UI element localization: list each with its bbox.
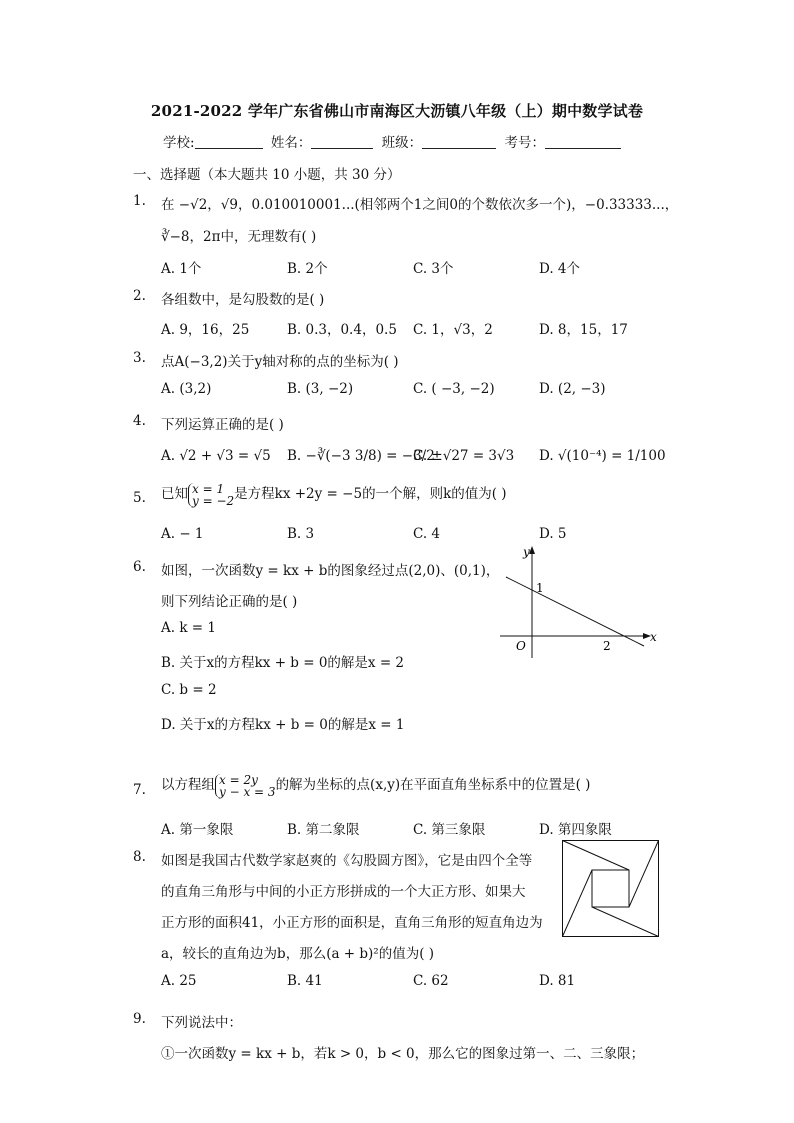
- section-heading: 一、选择题（本大题共 10 小题，共 30 分）: [133, 167, 401, 183]
- q7-sys-line2: y − x = 3: [219, 784, 276, 799]
- q7-sys-line1: x = 2y: [219, 772, 258, 787]
- x-axis-label: x: [650, 630, 657, 644]
- q8-zhao-shuang-diagram: [562, 840, 660, 938]
- school-blank[interactable]: [195, 134, 263, 149]
- number-label: 考号：: [504, 135, 545, 151]
- q6-option-d[interactable]: D. 关于x的方程kx + b = 0的解是x = 1: [161, 717, 405, 733]
- q8-option-a[interactable]: A. 25: [161, 973, 197, 989]
- q4-option-b[interactable]: B. −∛(−3 3/8) = −3/2: [287, 448, 435, 464]
- q9-number: 9.: [133, 1011, 146, 1027]
- q6-option-a[interactable]: A. k = 1: [161, 620, 216, 636]
- triangle-edge-1: [563, 841, 630, 871]
- q2-option-d[interactable]: D. 8，15，17: [539, 322, 628, 338]
- q7-stem-post: 的解为坐标的点(x,y)在平面直角坐标系中的位置是( ): [275, 777, 591, 793]
- q6-option-c[interactable]: C. b = 2: [161, 682, 217, 698]
- q4-option-d[interactable]: D. √(10⁻⁴) = 1/100: [539, 448, 666, 464]
- q3-option-b[interactable]: B. (3, −2): [287, 381, 354, 397]
- y-axis-label: y: [523, 545, 530, 559]
- school-label: 学校:: [163, 135, 195, 151]
- q8-stem-line2: 的直角三角形与中间的小正方形拼成的一个大正方形、如果大: [161, 884, 526, 900]
- q3-option-c[interactable]: C. ( −3, −2): [413, 381, 495, 397]
- q8-option-d[interactable]: D. 81: [539, 973, 576, 989]
- q2-stem: 各组数中，是勾股数的是( ): [161, 292, 325, 308]
- q4-stem: 下列运算正确的是( ): [161, 417, 284, 433]
- outer-square: [563, 841, 659, 937]
- q7-option-d[interactable]: D. 第四象限: [539, 822, 612, 838]
- q8-stem-line1: 如图是我国古代数学家赵爽的《勾股圆方图》，它是由四个全等: [161, 853, 533, 869]
- class-label: 班级：: [381, 135, 423, 151]
- q4-number: 4.: [133, 413, 146, 429]
- q5-number: 5.: [133, 490, 146, 506]
- q5-stem: [161, 482, 507, 507]
- number-blank[interactable]: [545, 134, 621, 149]
- q5-stem-post: 是方程kx +2y = −5的一个解，则k的值为( ): [234, 486, 507, 502]
- q5-option-a[interactable]: A. − 1: [161, 526, 204, 542]
- q7-number: 7.: [133, 782, 146, 798]
- q6-option-b[interactable]: B. 关于x的方程kx + b = 0的解是x = 2: [161, 655, 405, 671]
- name-label: 姓名：: [270, 135, 312, 151]
- q1-option-b[interactable]: B. 2个: [287, 261, 328, 277]
- q7-option-c[interactable]: C. 第三象限: [413, 822, 486, 838]
- q9-item-1: ①一次函数y = kx + b，若k > 0，b < 0，那么它的图象过第一、二、三象限；: [161, 1046, 645, 1062]
- q2-option-b[interactable]: B. 0.3，0.4，0.5: [287, 322, 397, 338]
- q5-sys-line1: x = 1: [192, 481, 225, 496]
- q1-stem-line2: ∛−8，2π中，无理数有( ): [161, 229, 317, 245]
- q5-option-c[interactable]: C. 4: [413, 526, 441, 542]
- q7-stem-pre: 以方程组: [161, 777, 215, 793]
- q6-number: 6.: [133, 559, 146, 575]
- name-blank[interactable]: [311, 134, 373, 149]
- q6-function-graph: [496, 540, 666, 662]
- q6-stem-line2: 则下列结论正确的是( ): [161, 594, 298, 610]
- y-axis-arrow-icon: [529, 546, 535, 554]
- y-intercept-label: 1: [536, 581, 544, 595]
- class-blank[interactable]: [422, 134, 496, 149]
- q3-option-d[interactable]: D. (2, −3): [539, 381, 606, 397]
- q5-sys-line2: y = −2: [192, 493, 235, 508]
- q9-stem: 下列说法中：: [161, 1015, 242, 1031]
- q1-option-c[interactable]: C. 3个: [413, 261, 454, 277]
- q4-option-c[interactable]: C. ±√27 = 3√3: [413, 448, 515, 464]
- q5-equation-system: [188, 483, 234, 507]
- q7-option-a[interactable]: A. 第一象限: [161, 822, 234, 838]
- q2-number: 2.: [133, 288, 146, 304]
- q6-stem-line1: 如图，一次函数y = kx + b的图象经过点(2,0)、(0,1)，: [161, 563, 500, 579]
- inner-square: [592, 870, 629, 907]
- q3-option-a[interactable]: A. (3,2): [161, 381, 212, 397]
- q7-stem: [161, 773, 590, 798]
- triangle-edge-3: [592, 907, 659, 937]
- q1-stem-line1: 在 −√2，√9，0.010010001...(相邻两个1之间0的个数依次多一个)，−0.33333...，: [161, 197, 679, 213]
- triangle-edge-2: [629, 841, 659, 908]
- q2-option-a[interactable]: A. 9，16，25: [161, 322, 250, 338]
- q8-number: 8.: [133, 849, 146, 865]
- q3-stem: 点A(−3,2)关于y轴对称的点的坐标为( ): [161, 354, 399, 370]
- q7-equation-system: [215, 774, 276, 798]
- q2-option-c[interactable]: C. 1，√3，2: [413, 322, 493, 338]
- q1-number: 1.: [133, 193, 146, 209]
- q8-option-c[interactable]: C. 62: [413, 973, 449, 989]
- x-intercept-label: 2: [603, 639, 611, 653]
- q4-option-a[interactable]: A. √2 + √3 = √5: [161, 448, 271, 464]
- exam-title: 2021-2022 学年广东省佛山市南海区大沥镇八年级（上）期中数学试卷: [150, 102, 644, 120]
- q1-option-a[interactable]: A. 1个: [161, 261, 202, 277]
- q3-number: 3.: [133, 350, 146, 366]
- q5-option-b[interactable]: B. 3: [287, 526, 315, 542]
- q8-option-b[interactable]: B. 41: [287, 973, 323, 989]
- q5-option-d[interactable]: D. 5: [539, 526, 567, 542]
- q7-option-b[interactable]: B. 第二象限: [287, 822, 360, 838]
- student-info-line: [163, 131, 625, 151]
- q8-stem-line3: 正方形的面积41，小正方形的面积是，直角三角形的短直角边为: [161, 915, 543, 931]
- q5-stem-pre: 已知: [161, 486, 188, 502]
- q8-stem-line4: a，较长的直角边为b，那么(a + b)²的值为( ): [161, 946, 435, 962]
- origin-label: O: [516, 639, 526, 653]
- triangle-edge-4: [563, 870, 593, 937]
- q1-option-d[interactable]: D. 4个: [539, 261, 581, 277]
